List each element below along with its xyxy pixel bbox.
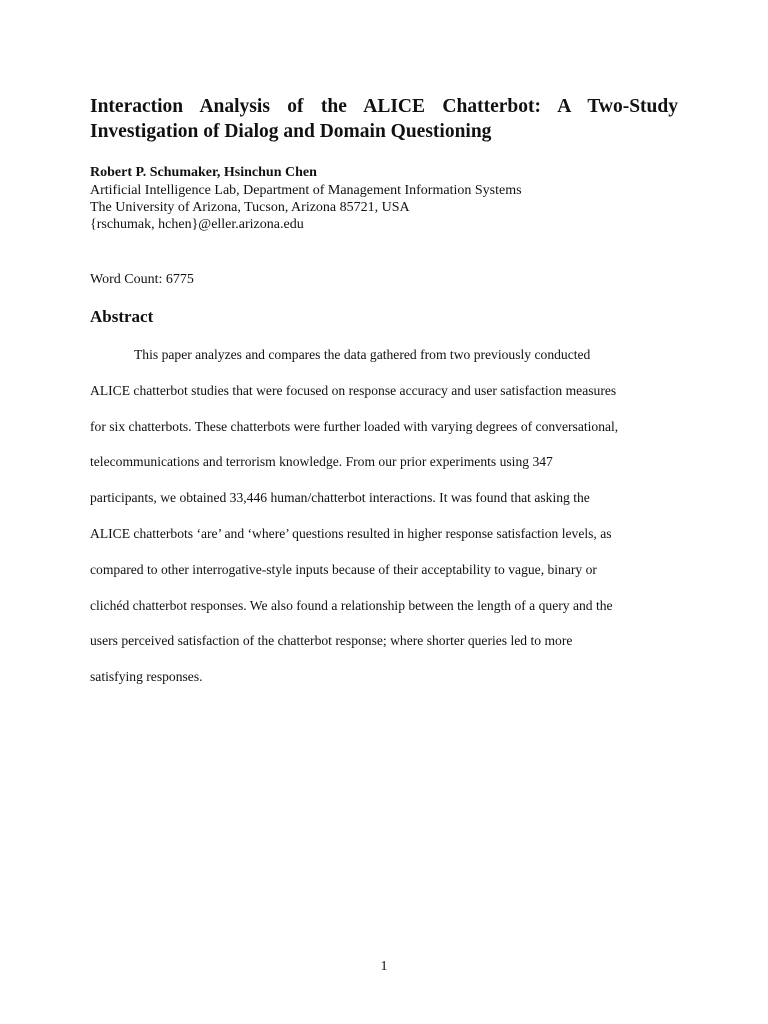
- author-names: Robert P. Schumaker, Hsinchun Chen: [90, 165, 317, 180]
- word-count: Word Count: 6775: [90, 272, 194, 287]
- affiliation-line: Artificial Intelligence Lab, Department of Management Information Systems: [90, 183, 522, 198]
- abstract-line: for six chatterbots. These chatterbots were further loaded with varying degrees of conversational,: [90, 418, 619, 434]
- abstract-line: telecommunications and terrorism knowledge. From our prior experiments using 347: [90, 454, 553, 470]
- affiliation-line: The University of Arizona, Tucson, Arizona 85721, USA: [90, 200, 410, 215]
- abstract-body: [90, 346, 680, 704]
- abstract-line: ALICE chatterbot studies that were focused on response accuracy and user satisfaction measures: [90, 382, 617, 398]
- page-number: 1: [380, 959, 388, 974]
- abstract-line: clichéd chatterbot responses. We also found a relationship between the length of a query and the: [90, 597, 613, 613]
- abstract-heading: Abstract: [90, 307, 154, 326]
- abstract-line: ALICE chatterbots ‘are’ and ‘where’ questions resulted in higher response satisfaction levels, as: [90, 525, 612, 541]
- abstract-line: This paper analyzes and compares the data gathered from two previously conducted: [134, 347, 591, 362]
- abstract-line: participants, we obtained 33,446 human/chatterbot interactions. It was found that asking the: [90, 490, 590, 506]
- abstract-line: satisfying responses.: [90, 669, 203, 685]
- paper-title: Interaction Analysis of the ALICE Chatterbot: A Two-Study Investigation of Dialog and Domain Questioning: [90, 96, 678, 142]
- abstract-line: users perceived satisfaction of the chatterbot response; where shorter queries led to more: [90, 633, 573, 649]
- author-emails: {rschumak, hchen}@eller.arizona.edu: [90, 217, 304, 232]
- abstract-line: compared to other interrogative-style inputs because of their acceptability to vague, binary or: [90, 561, 597, 577]
